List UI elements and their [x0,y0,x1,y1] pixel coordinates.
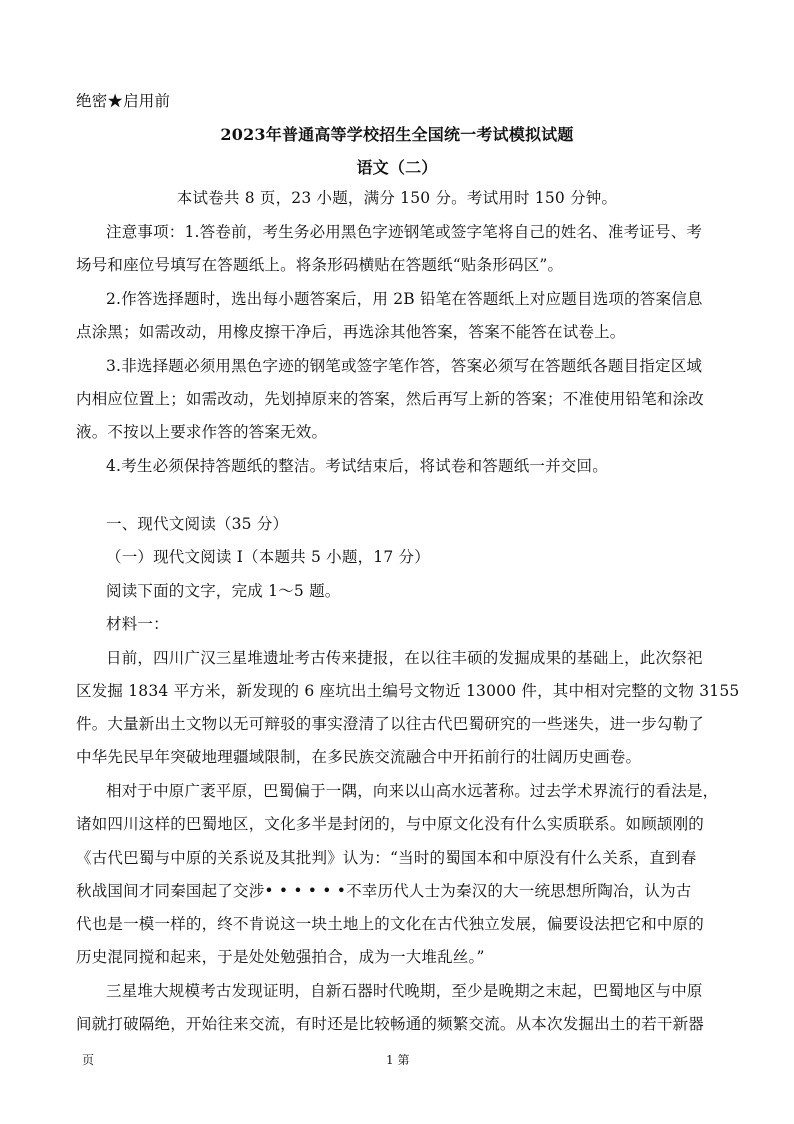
footer-page-number: 1 第 [386,1053,410,1067]
notes-line-3: 2.作答选择题时，选出每小题答案后，用 2B 铅笔在答题纸上对应题目选项的答案信息 [106,290,703,308]
paragraph-2-line-6: 历史混同搅和起来，于是处处勉强拍合，成为一大堆乱丝。” [76,948,485,966]
paragraph-2-line-5: 代也是一模一样的，终不肯说这一块土地上的文化在古代独立发展，偏要设法把它和中原的 [76,915,705,933]
paragraph-1-line-1: 日前，四川广汉三星堆遗址考古传来捷报，在以往丰硕的发掘成果的基础上，此次祭祀 [106,649,703,667]
subject-title: 语文（二） [356,158,438,177]
paragraph-1-line-3: 件。大量新出土文物以无可辩驳的事实澄清了以往古代巴蜀研究的一些迷失，进一步勾勒了 [76,715,705,733]
paragraph-1-line-2: 区发掘 1834 平方米，新发现的 6 座坑出土编号文物近 13000 件，其中相对完整的文物 3155 [76,682,740,700]
notes-line-5: 3.非选择题必须用黑色字迹的钢笔或签字笔作答，答案必须写在答题纸各题目指定区域 [106,357,703,375]
section-heading: 一、现代文阅读（35 分） [106,515,289,533]
notes-line-2: 场号和座位号填写在答题纸上。将条形码横贴在答题纸“贴条形码区”。 [76,256,564,274]
notes-line-4: 点涂黑；如需改动，用橡皮擦干净后，再选涂其他答案，答案不能答在试卷上。 [76,323,626,341]
footer-left: 页 [82,1053,95,1067]
paragraph-2-line-4: 秋战国间才同秦国起了交涉• • • • • •不幸历代人士为秦汉的大一统思想所陶冶，认为古 [76,882,692,900]
section-subheading: （一）现代文阅读 I（本题共 5 小题，17 分） [106,548,430,566]
section-instruction: 阅读下面的文字，完成 1～5 题。 [106,582,341,600]
notes-line-8: 4.考生必须保持答题纸的整洁。考试结束后，将试卷和答题纸一并交回。 [106,457,608,475]
paragraph-2-line-2: 诸如四川这样的巴蜀地区，文化多半是封闭的，与中原文化没有什么实质联系。如顾颉刚的 [76,815,705,833]
paragraph-1-line-4: 中华先民早年突破地理疆域限制，在多民族交流融合中开拓前行的壮阔历史画卷。 [76,748,642,766]
paragraph-3-line-2: 间就打破隔绝，开始往来交流，有时还是比较畅通的频繁交流。从本次发掘出土的若干新器 [76,1015,705,1033]
notes-line-7: 液。不按以上要求作答的答案无效。 [76,423,328,441]
paragraph-2-line-3: 《古代巴蜀与中原的关系说及其批判》认为：“当时的蜀国本和中原没有什么关系，直到春 [76,849,697,867]
material-label: 材料一： [106,615,169,633]
exam-title: 2023年普通高等学校招生全国统一考试模拟试题 [220,125,574,144]
paragraph-2-line-1: 相对于中原广袤平原，巴蜀偏于一隅，向来以山高水远著称。过去学术界流行的看法是， [106,782,719,800]
notes-line-1: 注意事项：1.答卷前，考生务必用黑色字迹钢笔或签字笔将自己的姓名、准考证号、考 [106,223,703,241]
paragraph-3-line-1: 三星堆大规模考古发现证明，自新石器时代晚期，至少是晚期之末起，巴蜀地区与中原 [106,982,703,1000]
exam-info: 本试卷共 8 页，23 小题，满分 150 分。考试用时 150 分钟。 [176,189,618,207]
confidential-label: 绝密★启用前 [76,92,171,110]
notes-line-6: 内相应位置上；如需改动，先划掉原来的答案，然后再写上新的答案；不准使用铅笔和涂改 [76,390,705,408]
